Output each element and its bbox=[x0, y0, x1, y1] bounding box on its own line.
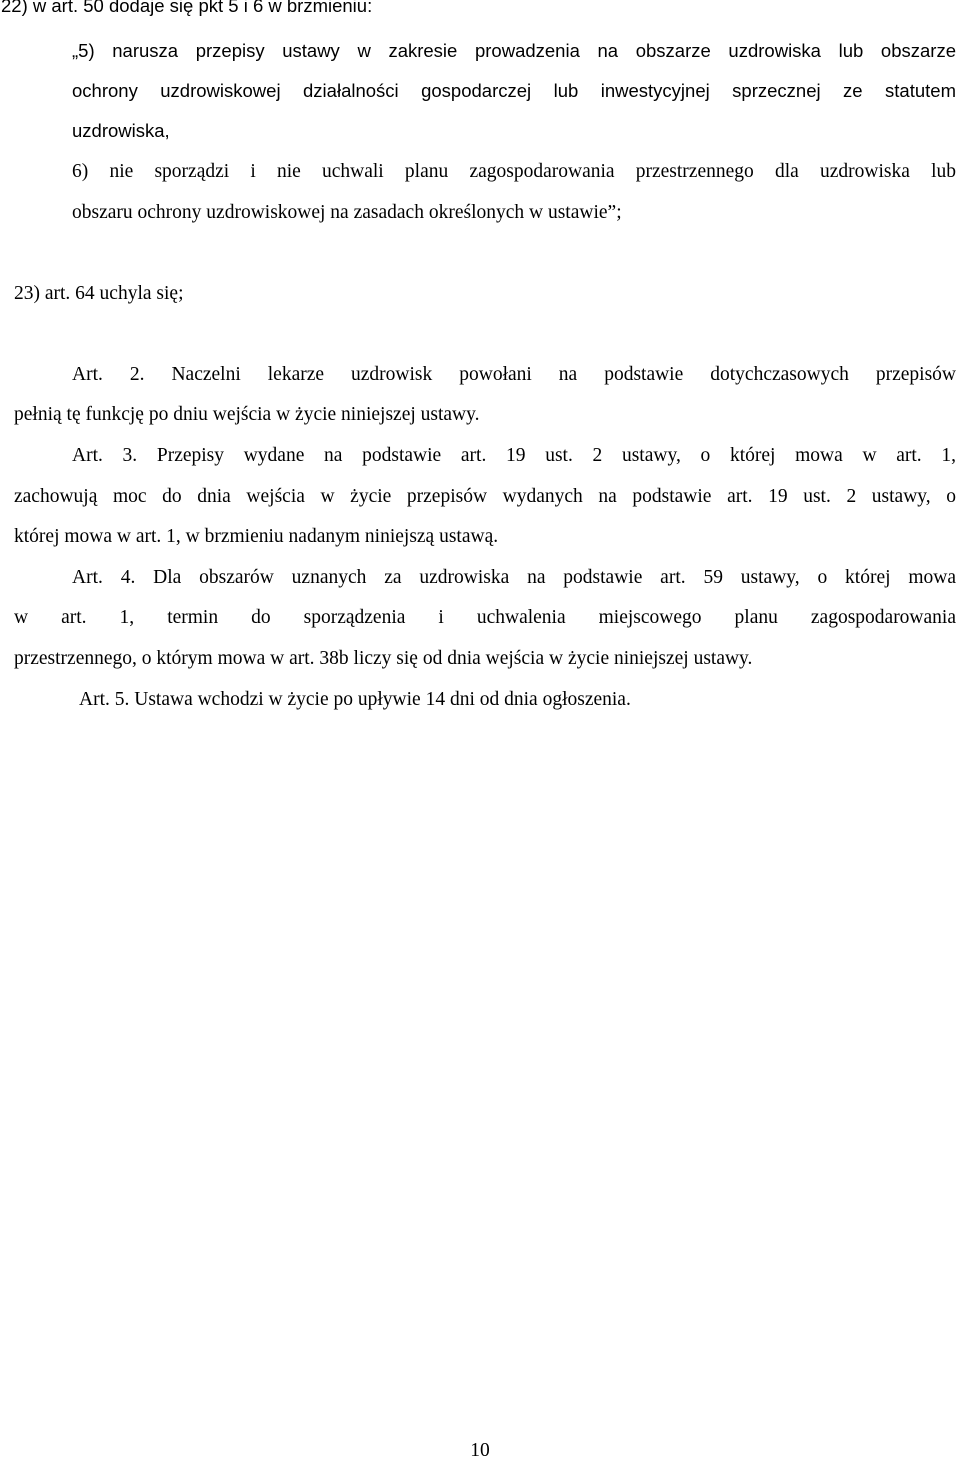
article-2-line-2: pełnią tę funkcję po dniu wejścia w życie niniejszej ustawy. bbox=[14, 404, 480, 425]
article-4-line-2: w art. 1, termin do sporządzenia i uchwalenia miejscowego planu zagospodarowania bbox=[14, 607, 956, 628]
article-4-line-3: przestrzennego, o którym mowa w art. 38b liczy się od dnia wejścia w życie niniejszej ustawy. bbox=[14, 648, 753, 669]
article-3-line-3: której mowa w art. 1, w brzmieniu nadanym niniejszą ustawą. bbox=[14, 526, 499, 547]
point-5-line-1: „5) narusza przepisy ustawy w zakresie prowadzenia na obszarze uzdrowiska lub obszarze bbox=[72, 40, 956, 61]
article-3-line-2: zachowują moc do dnia wejścia w życie przepisów wydanych na podstawie art. 19 ust. 2 ustawy, o bbox=[14, 486, 956, 507]
point-5-line-2: ochrony uzdrowiskowej działalności gospodarczej lub inwestycyjnej sprzecznej ze statutem bbox=[72, 80, 956, 101]
point-6-line-2: obszaru ochrony uzdrowiskowej na zasadach określonych w ustawie”; bbox=[72, 202, 622, 223]
amendment-23: 23) art. 64 uchyla się; bbox=[14, 283, 184, 304]
point-6-line-1: 6) nie sporządzi i nie uchwali planu zagospodarowania przestrzennego dla uzdrowiska lub bbox=[72, 161, 956, 182]
amendment-22-header: 22) w art. 50 dodaje się pkt 5 i 6 w brzmieniu: bbox=[1, 0, 373, 16]
point-5-line-3: uzdrowiska, bbox=[72, 120, 170, 141]
article-3-line-1: Art. 3. Przepisy wydane na podstawie art. 19 ust. 2 ustawy, o której mowa w art. 1, bbox=[72, 445, 956, 466]
page-number: 10 bbox=[470, 1440, 490, 1461]
article-5: Art. 5. Ustawa wchodzi w życie po upływie 14 dni od dnia ogłoszenia. bbox=[79, 689, 631, 710]
article-4-line-1: Art. 4. Dla obszarów uznanych za uzdrowiska na podstawie art. 59 ustawy, o której mowa bbox=[72, 567, 956, 588]
article-2-line-1: Art. 2. Naczelni lekarze uzdrowisk powołani na podstawie dotychczasowych przepisów bbox=[72, 364, 956, 385]
